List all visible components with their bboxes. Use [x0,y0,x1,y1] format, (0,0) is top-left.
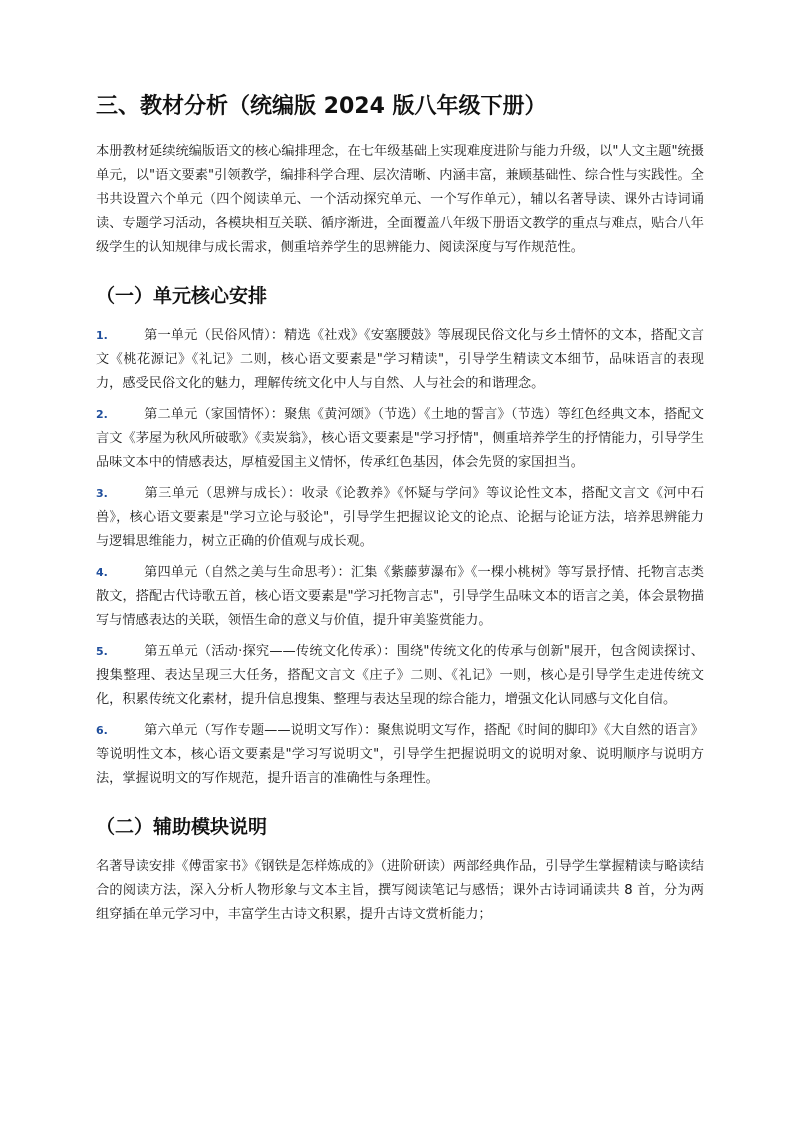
section-heading-auxiliary-modules: （二）辅助模块说明 [96,816,268,838]
auxiliary-paragraph: 名著导读安排《傅雷家书》《钢铁是怎样炼成的》（进阶研读）两部经典作品，引导学生掌握精读与略读结合的阅读方法，深入分析人物形象与文本主旨，撰写阅读笔记与感悟；课外古诗词诵读共 8 首，分为两组穿插在单元学习中，丰富学生古诗文积累，提升古诗文赏析能力； [96,859,704,922]
list-item-text: 第四单元（自然之美与生命思考）：汇集《紫藤萝瀑布》《一棵小桃树》等写景抒情、托物言志类散文，搭配古代诗歌五首，核心语文要素是"学习托物言志"，引导学生品味文本的语言之美，体会景物描写与情感表达的关联，领悟生命的意义与价值，提升审美鉴赏能力。 [96,565,704,628]
list-number: 3. [96,487,108,500]
list-number: 5. [96,645,108,658]
list-item [96,561,704,633]
list-number: 6. [96,724,108,737]
list-item [96,482,704,554]
section-heading-unit-arrangement: （一）单元核心安排 [96,285,268,307]
list-number: 2. [96,408,108,421]
intro-paragraph: 本册教材延续统编版语文的核心编排理念，在七年级基础上实现难度进阶与能力升级，以"人文主题"统摄单元，以"语文要素"引领教学，编排科学合理、层次清晰、内涵丰富，兼顾基础性、综合性与实践性。全书共设置六个单元（四个阅读单元、一个活动探究单元、一个写作单元），辅以名著导读、课外古诗词诵读、专题学习活动，各模块相互关联、循序渐进，全面覆盖八年级下册语文教学的重点与难点，贴合八年级学生的认知规律与成长需求，侧重培养学生的思辨能力、阅读深度与写作规范性。 [96,144,704,255]
list-item-text: 第三单元（思辨与成长）：收录《论教养》《怀疑与学问》等议论性文本，搭配文言文《河中石兽》，核心语文要素是"学习立论与驳论"，引导学生把握议论文的论点、论据与论证方法，培养思辨能力与逻辑思维能力，树立正确的价值观与成长观。 [96,486,704,549]
list-item-text: 第六单元（写作专题——说明文写作）：聚焦说明文写作，搭配《时间的脚印》《大自然的语言》等说明性文本，核心语文要素是"学习写说明文"，引导学生把握说明文的说明对象、说明顺序与说明方法，掌握说明文的写作规范，提升语言的准确性与条理性。 [96,723,704,786]
list-number: 1. [96,329,108,342]
list-number: 4. [96,566,108,579]
page-title: 三、教材分析（统编版 2024 版八年级下册） [96,94,547,119]
list-item-text: 第一单元（民俗风情）：精选《社戏》《安塞腰鼓》等展现民俗文化与乡土情怀的文本，搭配文言文《桃花源记》《礼记》二则，核心语文要素是"学习精读"，引导学生精读文本细节，品味语言的表现力，感受民俗文化的魅力，理解传统文化中人与自然、人与社会的和谐理念。 [96,328,704,391]
list-item [96,324,704,396]
list-item [96,719,704,791]
list-item [96,640,704,712]
document-page [96,90,704,927]
list-item-text: 第五单元（活动·探究——传统文化传承）：围绕"传统文化的传承与创新"展开，包含阅读探讨、搜集整理、表达呈现三大任务，搭配文言文《庄子》二则、《礼记》一则，核心是引导学生走进传统文化，积累传统文化素材，提升信息搜集、整理与表达呈现的综合能力，增强文化认同感与文化自信。 [96,644,704,707]
list-item [96,403,704,475]
list-item-text: 第二单元（家国情怀）：聚焦《黄河颂》（节选）《土地的誓言》（节选）等红色经典文本，搭配文言文《茅屋为秋风所破歌》《卖炭翁》，核心语文要素是"学习抒情"，侧重培养学生的抒情能力，引导学生品味文本中的情感表达，厚植爱国主义情怀，传承红色基因，体会先贤的家国担当。 [96,407,704,470]
